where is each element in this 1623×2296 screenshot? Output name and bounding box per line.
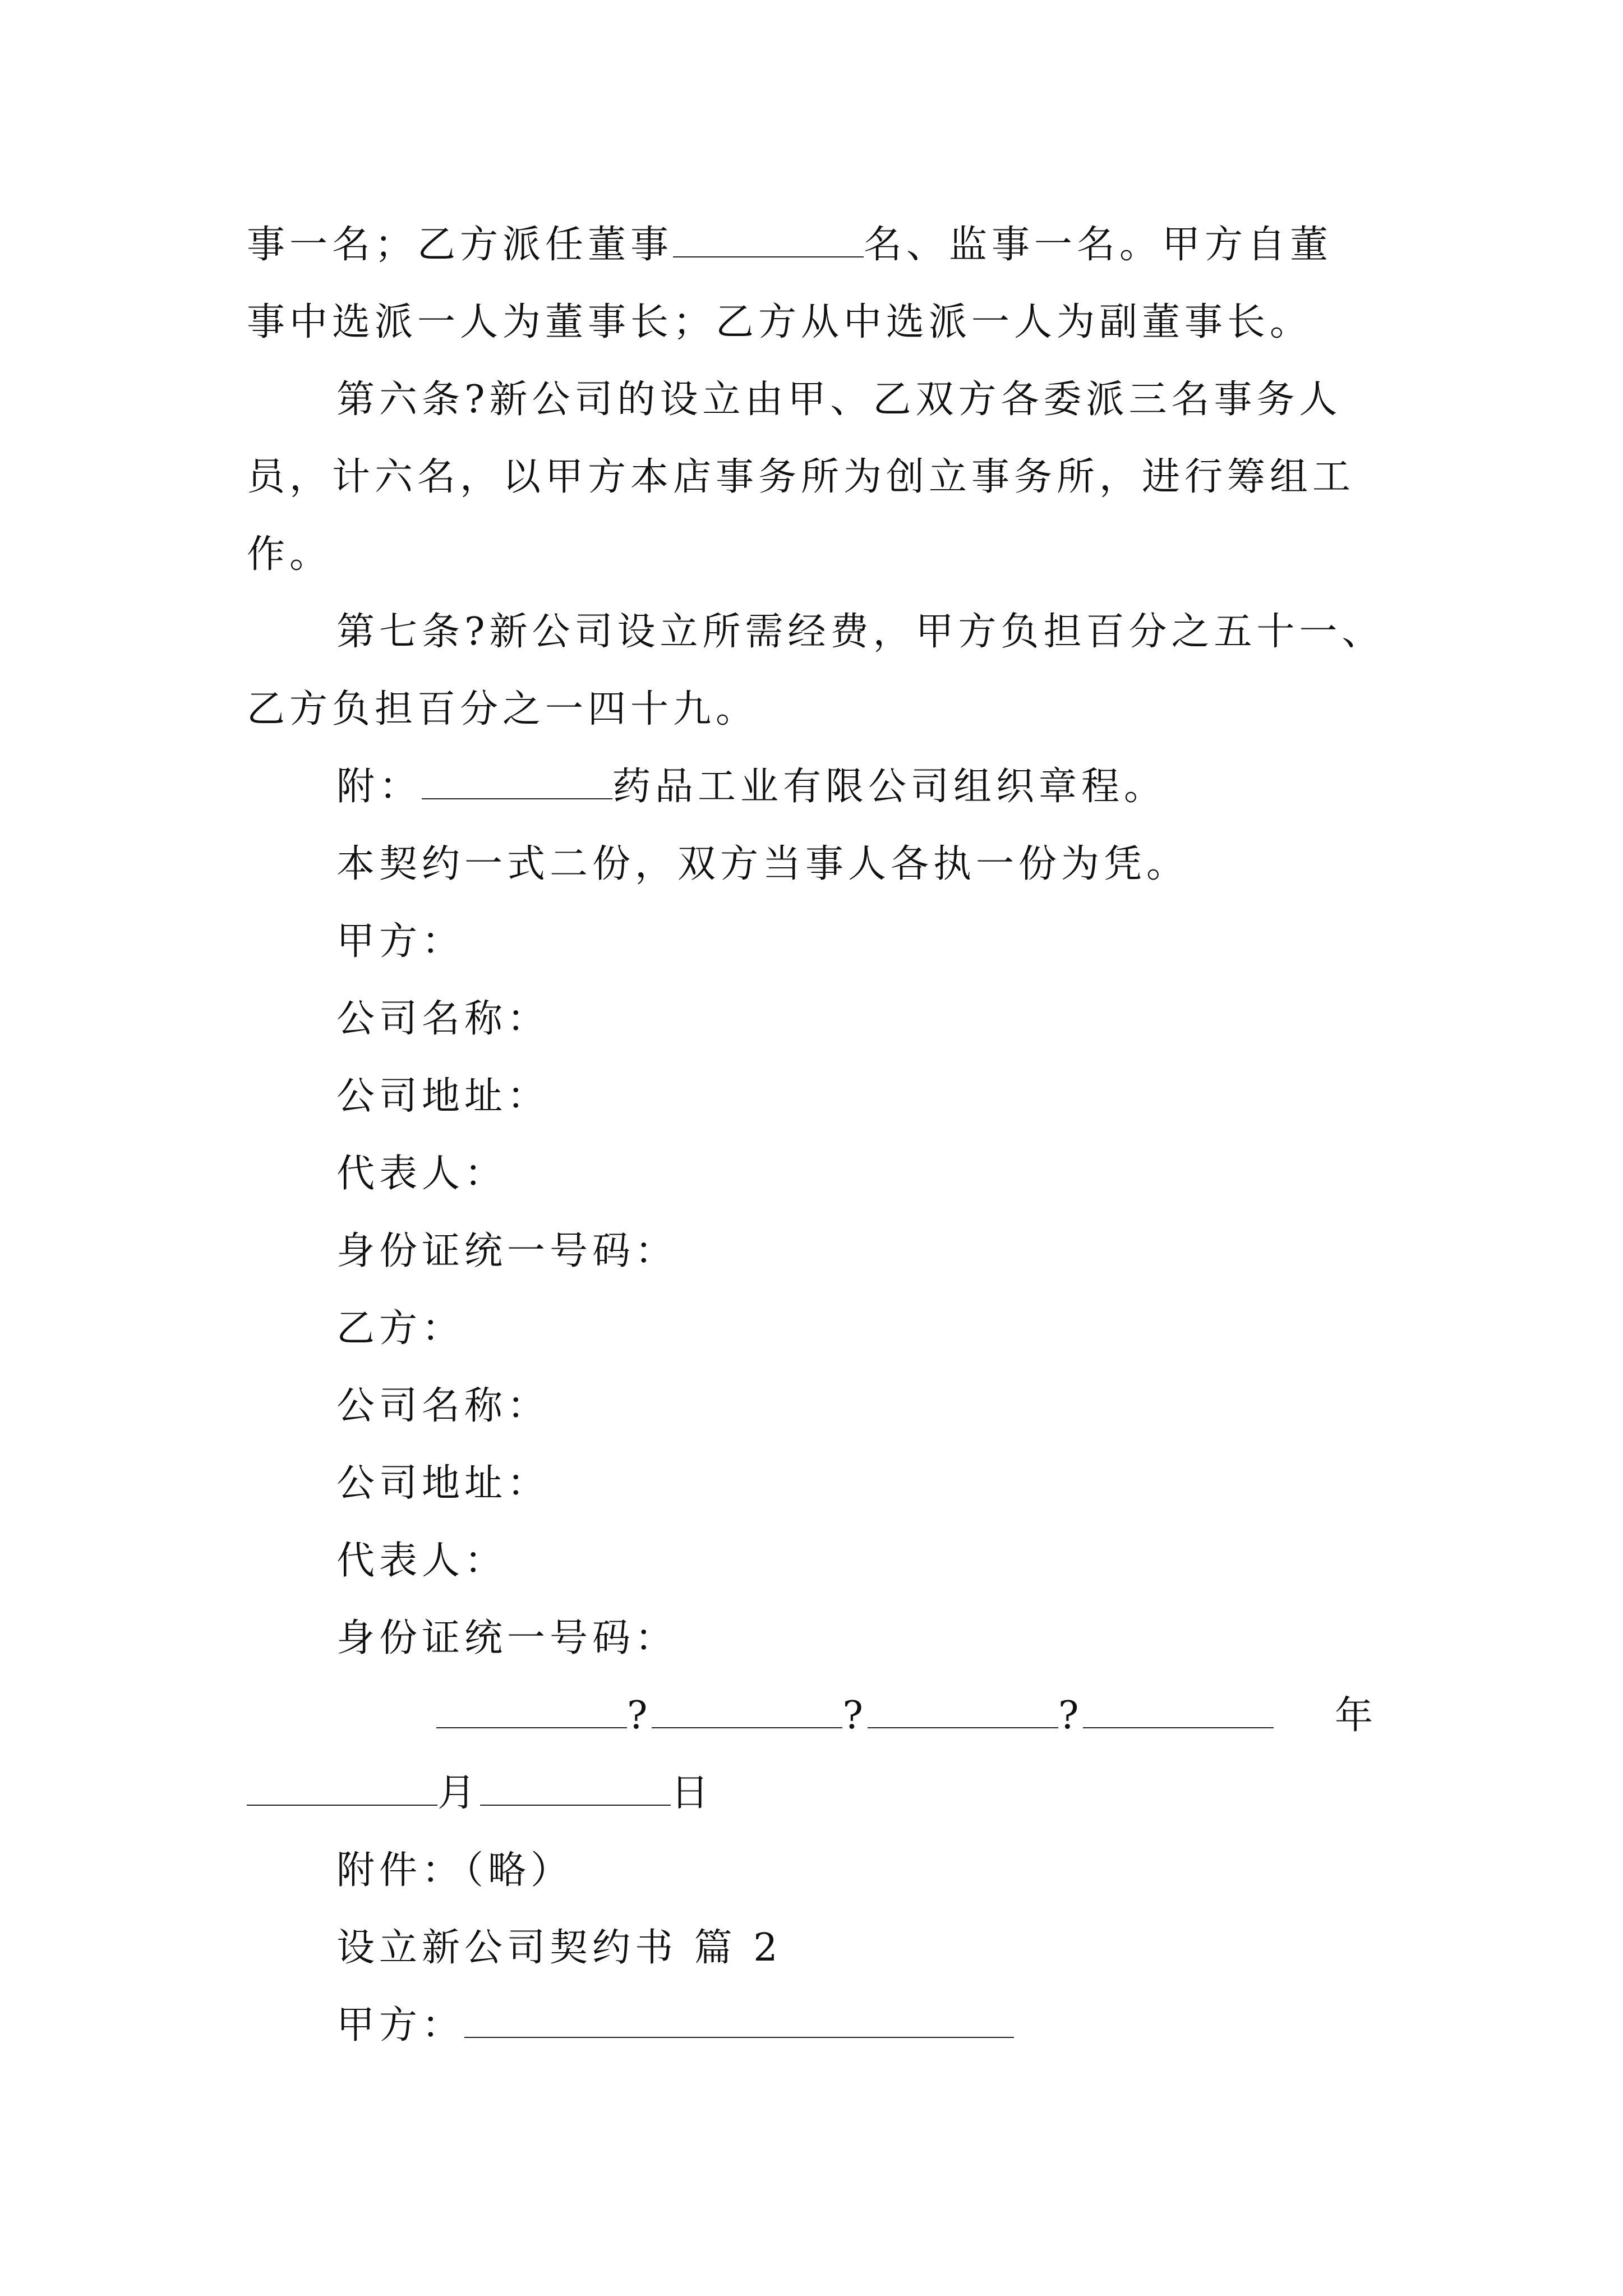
date-line — [436, 1691, 1274, 1741]
text-line: 员，计六名，以甲方本店事务所为创立事务所，进行筹组工 — [247, 455, 1355, 499]
fill-blank — [673, 222, 864, 257]
text-line — [247, 220, 1332, 270]
article-6-line: 第六条?新公司的设立由甲、乙双方各委派三名事务人 — [336, 378, 1342, 422]
text-segment: 事一名；乙方派任董事 — [247, 223, 674, 267]
attachment-line — [336, 762, 1166, 812]
text-segment: 药品工业有限公司组织章程。 — [612, 765, 1167, 809]
fill-blank — [868, 1692, 1058, 1728]
party-a-line — [336, 2000, 1014, 2051]
company-address-label: 公司地址： — [336, 1461, 550, 1506]
company-name-label: 公司名称： — [336, 1384, 550, 1428]
section-title: 设立新公司契约书 篇 2 — [336, 1926, 782, 1970]
company-address-label: 公司地址： — [336, 1074, 550, 1119]
text-segment: 名、监事一名。甲方自董 — [864, 223, 1333, 267]
party-b-label: 乙方： — [336, 1306, 465, 1351]
text-segment: ? — [842, 1694, 868, 1738]
text-segment: ? — [627, 1694, 652, 1738]
article-7-line: 第七条?新公司设立所需经费，甲方负担百分之五十一、 — [336, 610, 1385, 654]
text-line: 本契约一式二份，双方当事人各执一份为凭。 — [336, 842, 1189, 886]
text-segment: ? — [1058, 1694, 1083, 1738]
attachment-note: 附件：（略） — [336, 1848, 574, 1893]
text-segment: 日 — [671, 1771, 714, 1815]
id-number-label: 身份证统一号码： — [336, 1229, 678, 1273]
text-segment: 月 — [437, 1771, 481, 1815]
text-line: 乙方负担百分之一四十九。 — [247, 687, 759, 731]
party-a-label: 甲方： — [336, 919, 465, 964]
representative-label: 代表人： — [336, 1539, 508, 1583]
text-segment: 附： — [336, 765, 422, 809]
fill-blank — [1083, 1692, 1274, 1728]
date-line — [247, 1768, 713, 1819]
text-segment: 甲方： — [336, 2003, 465, 2047]
text-line: 事中选派一人为董事长；乙方从中选派一人为副董事长。 — [247, 300, 1313, 344]
fill-blank — [480, 1770, 671, 1806]
text-line: 作。 — [247, 532, 333, 577]
fill-blank — [247, 1770, 437, 1806]
company-name-label: 公司名称： — [336, 997, 550, 1041]
fill-blank — [464, 2002, 1014, 2038]
year-label: 年 — [1335, 1694, 1378, 1738]
fill-blank — [436, 1692, 627, 1728]
representative-label: 代表人： — [336, 1152, 508, 1196]
fill-blank — [652, 1692, 842, 1728]
fill-blank — [422, 763, 612, 799]
id-number-label: 身份证统一号码： — [336, 1616, 678, 1660]
